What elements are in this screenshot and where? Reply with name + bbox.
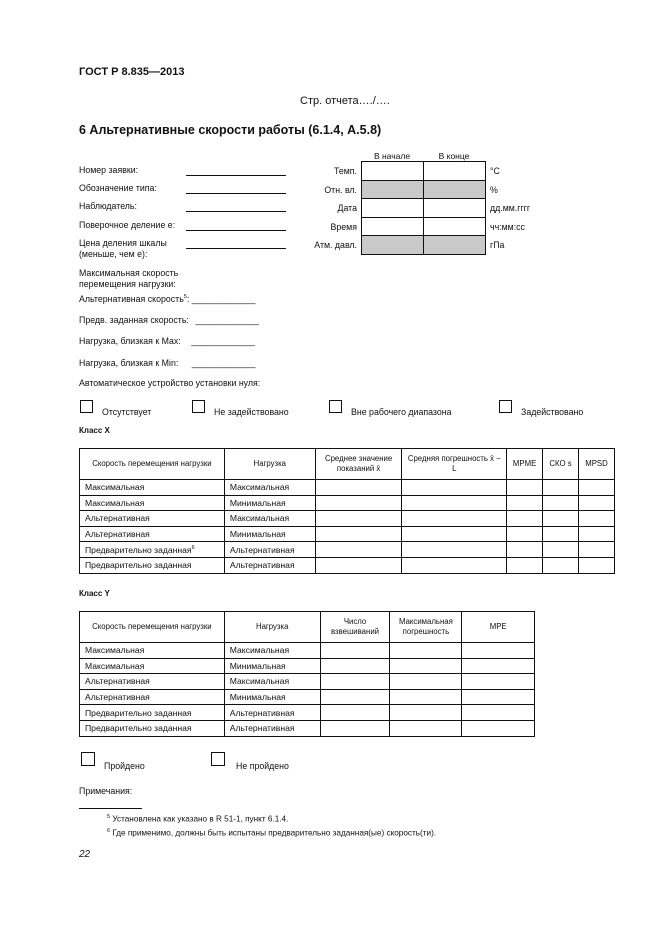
table-cell	[224, 658, 320, 674]
load-cell: Максимальная	[229, 676, 290, 687]
entry-cell[interactable]	[507, 526, 543, 542]
table-row	[80, 480, 615, 496]
entry-cell[interactable]	[462, 658, 535, 674]
table-cell	[80, 511, 225, 527]
preset-speed-blank[interactable]: _____________	[195, 315, 259, 325]
entry-cell[interactable]	[320, 705, 390, 721]
condition-unit: °C	[490, 166, 500, 176]
table-row	[80, 542, 615, 558]
table-row	[80, 557, 615, 573]
table-cell	[224, 526, 315, 542]
condition-cell-start[interactable]	[361, 198, 424, 218]
entry-cell[interactable]	[462, 720, 535, 736]
entry-cell[interactable]	[390, 658, 462, 674]
condition-cell-end[interactable]	[423, 235, 486, 255]
load-cell: Максимальная	[229, 482, 290, 493]
class-y-header-speed: Скорость перемещения нагрузки	[80, 612, 225, 643]
condition-cell-start[interactable]	[361, 180, 424, 200]
entry-cell[interactable]	[507, 480, 543, 496]
table-cell	[224, 705, 320, 721]
load-cell: Минимальная	[229, 497, 286, 508]
entry-cell[interactable]	[320, 643, 390, 659]
option-not-engaged-label: Не задействовано	[214, 407, 289, 417]
condition-label: Темп.	[333, 166, 357, 176]
speed-cell: Максимальная	[85, 645, 145, 656]
speed-cell: Предварительно заданная	[85, 707, 192, 718]
table-cell	[80, 643, 225, 659]
table-cell	[80, 720, 225, 736]
verification-division-field[interactable]	[186, 230, 286, 231]
table-cell	[224, 557, 315, 573]
condition-unit: дд.мм.гггг	[490, 203, 531, 213]
page-number: 22	[79, 849, 91, 860]
table-cell	[224, 689, 320, 705]
load-cell: Максимальная	[229, 645, 290, 656]
max-speed-label-line2: перемещения нагрузки:	[79, 279, 176, 289]
entry-cell[interactable]	[578, 542, 614, 558]
table-cell	[224, 480, 315, 496]
footnote-6-text: Где применимо, должны быть испытаны предварительно заданная(ые) скорость(ти).	[112, 828, 437, 838]
speed-cell: Предварительно заданная	[85, 560, 192, 571]
option-out-of-range-checkbox[interactable]	[329, 400, 342, 413]
footnote-6	[107, 828, 436, 838]
condition-cell-end[interactable]	[423, 217, 486, 237]
entry-cell[interactable]	[315, 511, 402, 527]
condition-label: Отн. вл.	[324, 184, 357, 195]
speed-cell: Максимальная	[85, 497, 145, 508]
alt-speed-text: Альтернативная скорость	[79, 293, 184, 304]
auto-zero-label: Автоматическое устройство установки нуля:	[79, 378, 261, 388]
near-max-blank[interactable]: _____________	[191, 336, 255, 346]
condition-unit: чч:мм:сс	[490, 221, 525, 232]
entry-cell[interactable]	[543, 495, 579, 511]
condition-cell-end[interactable]	[423, 161, 486, 181]
speed-cell: Предварительно заданная	[85, 544, 192, 555]
table-cell	[224, 495, 315, 511]
class-y-header-max-error: Максимальная погрешность	[390, 612, 462, 643]
entry-cell[interactable]	[578, 557, 614, 573]
entry-cell[interactable]	[507, 495, 543, 511]
load-cell: Максимальная	[229, 513, 290, 524]
entry-cell[interactable]	[390, 674, 462, 690]
entry-cell[interactable]	[543, 526, 579, 542]
class-x-header-row	[80, 449, 615, 480]
table-row	[80, 658, 535, 674]
class-x-header-mpme: MPME	[507, 449, 543, 480]
condition-cell-start[interactable]	[361, 217, 424, 237]
class-x-header-mean-error: Средняя погрешность x̄ − L	[402, 449, 507, 480]
order-number-field[interactable]	[186, 175, 286, 176]
load-cell: Альтернативная	[229, 544, 295, 555]
entry-cell[interactable]	[578, 480, 614, 496]
footnote-5-text: Установлена как указано в R 51-1, пункт 6.1.4.	[112, 814, 289, 824]
failed-checkbox[interactable]	[211, 752, 225, 766]
near-min-text: Нагрузка, близкая к Min:	[79, 358, 179, 368]
table-cell	[80, 526, 225, 542]
footnote-separator	[79, 808, 142, 809]
entry-cell[interactable]	[543, 480, 579, 496]
load-cell: Минимальная	[229, 692, 286, 703]
table-row	[80, 674, 535, 690]
entry-cell[interactable]	[402, 495, 507, 511]
load-cell: Альтернативная	[229, 723, 295, 734]
scale-division-label	[79, 238, 167, 260]
entry-cell[interactable]	[462, 689, 535, 705]
footnote-ref-5: 5	[183, 294, 187, 300]
failed-label: Не пройдено	[236, 761, 289, 771]
entry-cell[interactable]	[402, 557, 507, 573]
footnote-5-num: 5	[107, 814, 111, 820]
max-speed-label	[79, 268, 178, 290]
class-y-header-load: Нагрузка	[224, 612, 320, 643]
class-x-header-sd: СКО s	[543, 449, 579, 480]
passed-checkbox[interactable]	[81, 752, 95, 766]
conditions-col-start: В начале	[373, 151, 411, 161]
section-title: 6 Альтернативные скорости работы (6.1.4, А.5.8)	[79, 123, 382, 137]
table-row	[80, 526, 615, 542]
footnote-6-num: 6	[107, 828, 111, 834]
table-cell	[80, 557, 225, 573]
condition-label: Атм. давл.	[314, 240, 357, 250]
verification-division-label: Поверочное деление e:	[79, 220, 176, 230]
max-speed-label-line1: Максимальная скорость	[79, 268, 179, 278]
table-cell	[224, 542, 315, 558]
entry-cell[interactable]	[320, 689, 390, 705]
load-cell: Альтернативная	[229, 707, 295, 718]
speed-cell: Альтернативная	[85, 513, 150, 524]
speed-cell: Альтернативная	[85, 676, 150, 687]
entry-cell[interactable]	[578, 511, 614, 527]
option-absent-label: Отсутствует	[102, 407, 152, 417]
table-cell	[80, 658, 225, 674]
entry-cell[interactable]	[578, 526, 614, 542]
scale-division-label-line1: Цена деления шкалы	[79, 238, 167, 248]
entry-cell[interactable]	[402, 511, 507, 527]
observer-field[interactable]	[186, 211, 286, 212]
class-y-header-mpe: MPE	[462, 612, 535, 643]
entry-cell[interactable]	[402, 542, 507, 558]
entry-cell[interactable]	[315, 557, 402, 573]
option-engaged-checkbox[interactable]	[499, 400, 512, 413]
class-x-table	[79, 448, 615, 574]
load-cell: Альтернативная	[229, 560, 295, 571]
table-row	[80, 643, 535, 659]
table-cell	[80, 480, 225, 496]
table-cell	[80, 542, 225, 558]
table-cell	[80, 689, 225, 705]
document-id: ГОСТ Р 8.835—2013	[79, 66, 185, 78]
alt-speed-blank[interactable]: : _____________	[186, 293, 256, 304]
near-max-text: Нагрузка, близкая к Max:	[79, 336, 181, 346]
condition-unit: гПа	[490, 240, 505, 250]
entry-cell[interactable]	[507, 557, 543, 573]
entry-cell[interactable]	[462, 643, 535, 659]
speed-cell: Альтернативная	[85, 529, 150, 540]
entry-cell[interactable]	[507, 511, 543, 527]
report-page-reference: Стр. отчета…./….	[300, 95, 390, 107]
entry-cell[interactable]	[315, 495, 402, 511]
entry-cell[interactable]	[507, 542, 543, 558]
table-cell	[80, 674, 225, 690]
entry-cell[interactable]	[390, 643, 462, 659]
entry-cell[interactable]	[402, 480, 507, 496]
load-cell: Минимальная	[229, 529, 286, 540]
scale-division-label-line2: (меньше, чем e):	[79, 249, 148, 259]
preset-speed-text: Предв. заданная скорость:	[79, 315, 189, 325]
table-cell	[224, 720, 320, 736]
condition-cell-start[interactable]	[361, 235, 424, 255]
condition-cell-end[interactable]	[423, 180, 486, 200]
entry-cell[interactable]	[315, 542, 402, 558]
speed-cell: Предварительно заданная	[85, 723, 192, 734]
table-cell	[80, 705, 225, 721]
class-x-header-mean-indication: Среднее значение показаний x̄	[315, 449, 402, 480]
near-max-label	[79, 336, 255, 347]
entry-cell[interactable]	[462, 674, 535, 690]
condition-label: Дата	[337, 203, 357, 213]
order-number-label: Номер заявки:	[79, 165, 139, 175]
entry-cell[interactable]	[390, 720, 462, 736]
entry-cell[interactable]	[402, 526, 507, 542]
class-y-table	[79, 611, 535, 737]
condition-cell-end[interactable]	[423, 198, 486, 218]
entry-cell[interactable]	[315, 480, 402, 496]
speed-cell: Максимальная	[85, 660, 145, 671]
conditions-col-end: В конце	[438, 151, 470, 161]
entry-cell[interactable]	[543, 557, 579, 573]
entry-cell[interactable]	[320, 658, 390, 674]
footnote-ref-6: 6	[191, 544, 195, 551]
scale-division-field[interactable]	[186, 248, 286, 249]
entry-cell[interactable]	[543, 542, 579, 558]
condition-unit: %	[490, 184, 498, 195]
table-row	[80, 495, 615, 511]
class-x-header-load: Нагрузка	[224, 449, 315, 480]
table-cell	[224, 643, 320, 659]
observer-label: Наблюдатель:	[79, 201, 137, 211]
entry-cell[interactable]	[543, 511, 579, 527]
table-cell	[224, 674, 320, 690]
speed-cell: Максимальная	[85, 482, 145, 493]
option-not-engaged-checkbox[interactable]	[192, 400, 205, 413]
near-min-label	[79, 358, 255, 369]
condition-label: Время	[330, 221, 357, 232]
entry-cell[interactable]	[315, 526, 402, 542]
table-row	[80, 689, 535, 705]
entry-cell[interactable]	[320, 674, 390, 690]
condition-cell-start[interactable]	[361, 161, 424, 181]
alt-speed-label	[79, 292, 255, 305]
class-y-title: Класс Y	[79, 589, 110, 598]
notes-label: Примечания:	[79, 786, 133, 796]
table-row	[80, 720, 535, 736]
class-x-header-speed: Скорость перемещения нагрузки	[80, 449, 225, 480]
near-min-blank[interactable]: _____________	[191, 358, 256, 368]
entry-cell[interactable]	[390, 689, 462, 705]
option-absent-checkbox[interactable]	[80, 400, 93, 413]
preset-speed-label	[79, 315, 259, 326]
class-y-header-weighings: Число взвешиваний	[320, 612, 390, 643]
type-designation-field[interactable]	[186, 193, 286, 194]
class-y-header-row	[80, 612, 535, 643]
option-engaged-label: Задействовано	[521, 407, 584, 417]
speed-cell: Альтернативная	[85, 692, 150, 703]
table-cell	[224, 511, 315, 527]
table-row	[80, 511, 615, 527]
entry-cell[interactable]	[320, 720, 390, 736]
option-out-of-range-label: Вне рабочего диапазона	[351, 407, 452, 417]
entry-cell[interactable]	[390, 705, 462, 721]
footnote-5	[107, 814, 288, 824]
passed-label: Пройдено	[104, 761, 145, 771]
class-x-title: Класс X	[79, 426, 110, 435]
class-x-header-mpsd: MPSD	[578, 449, 614, 480]
type-designation-label: Обозначение типа:	[79, 183, 157, 193]
entry-cell[interactable]	[578, 495, 614, 511]
load-cell: Минимальная	[229, 660, 286, 671]
entry-cell[interactable]	[462, 705, 535, 721]
table-row	[80, 705, 535, 721]
table-cell	[80, 495, 225, 511]
